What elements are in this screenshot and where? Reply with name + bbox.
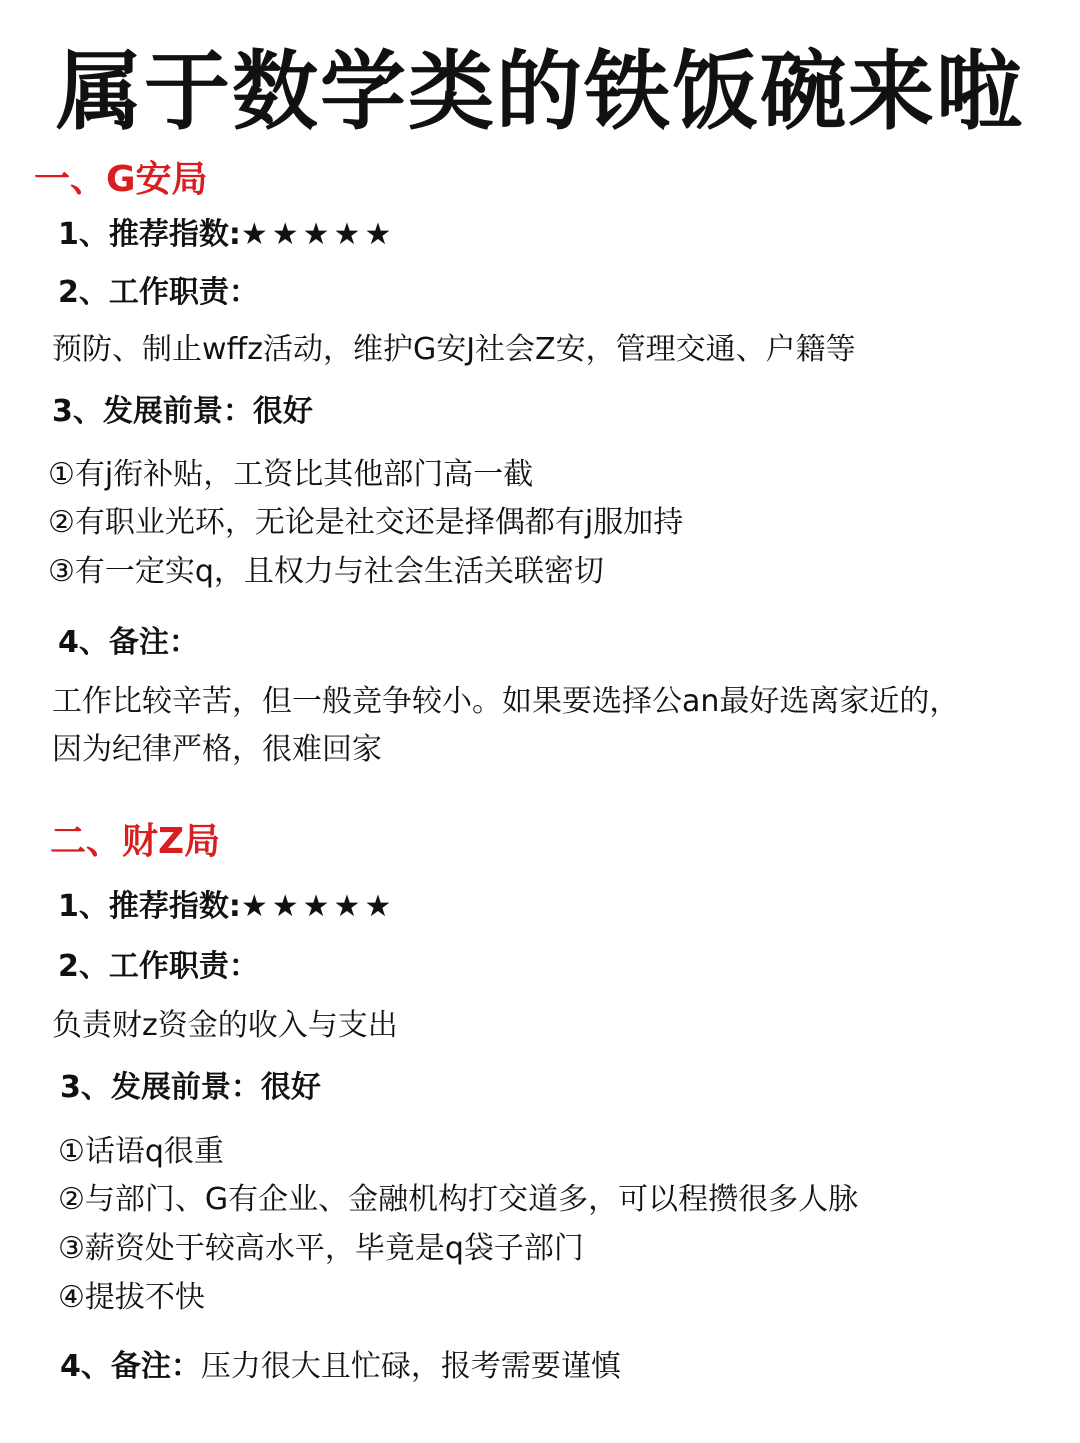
rating-row-1: [58, 216, 395, 254]
duty-text-1: 预防、制止wffz活动，维护G安J社会Z安，管理交通、户籍等: [52, 332, 856, 367]
rating-label: 1、推荐指数:: [58, 889, 241, 924]
prospect-point: ②有职业光环，无论是社交还是择偶都有j服加持: [48, 505, 684, 540]
note-label-2: 4、备注：: [60, 1349, 201, 1384]
prospect-point: ①有j衔补贴，工资比其他部门高一截: [48, 457, 534, 492]
prospect-point: ③有一定实q，且权力与社会生活关联密切: [48, 554, 604, 589]
note-line: 工作比较辛苦，但一般竞争较小。如果要选择公an最好选离家近的，: [52, 684, 960, 719]
page-title: 属于数学类的铁饭碗来啦: [56, 42, 1024, 142]
prospect-point: ①话语q很重: [58, 1134, 224, 1169]
note-text-2: 压力很大且忙碌，报考需要谨慎: [200, 1349, 621, 1384]
duty-label-2: 2、工作职责：: [58, 949, 259, 984]
section-heading-1: 一、G安局: [34, 159, 208, 200]
duty-label-1: 2、工作职责：: [58, 275, 259, 310]
rating-row-2: [58, 888, 395, 926]
section-heading-2: 二、财Z局: [50, 821, 221, 862]
note-line: 因为纪律严格，很难回家: [52, 732, 382, 767]
prospect-label-2: 3、发展前景：很好: [60, 1070, 321, 1105]
prospect-label-1: 3、发展前景：很好: [52, 394, 313, 429]
note-row-2: [60, 1348, 621, 1386]
prospect-point: ③薪资处于较高水平，毕竟是q袋子部门: [58, 1231, 584, 1266]
note-label-1: 4、备注：: [58, 625, 199, 660]
rating-stars-icon: ★★★★★: [240, 217, 396, 252]
rating-label: 1、推荐指数:: [58, 217, 241, 252]
rating-stars-icon: ★★★★★: [240, 889, 396, 924]
duty-text-2: 负责财z资金的收入与支出: [52, 1008, 398, 1043]
prospect-point: ②与部门、G有企业、金融机构打交道多，可以程攒很多人脉: [58, 1182, 859, 1217]
prospect-point: ④提拔不快: [58, 1280, 205, 1315]
